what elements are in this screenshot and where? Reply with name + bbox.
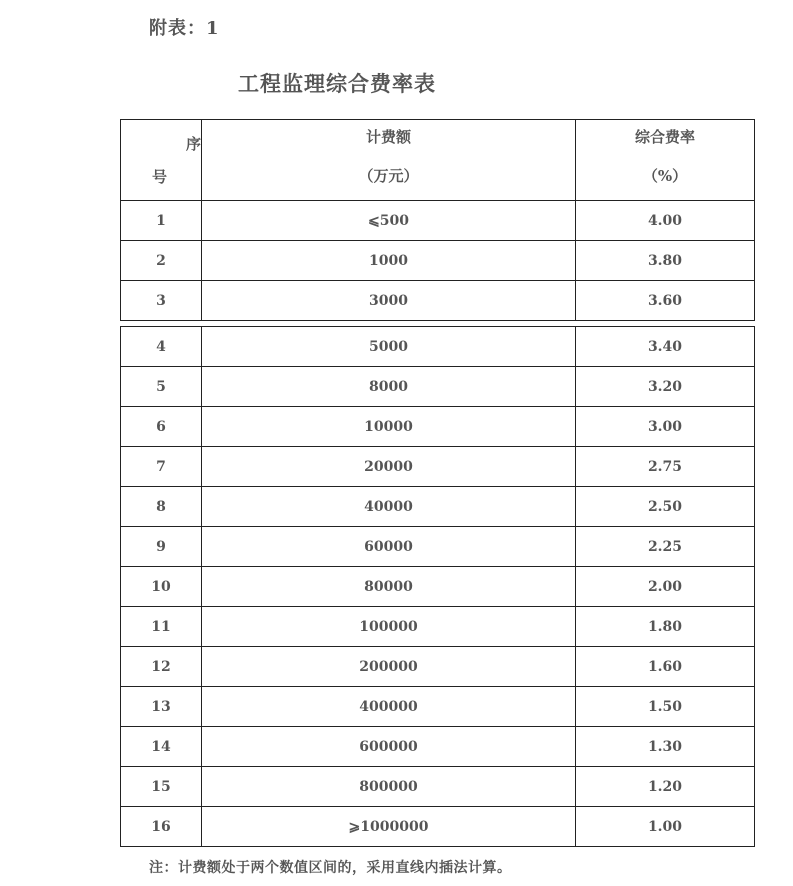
table-row	[121, 281, 755, 321]
header-seq-bottom: 号	[152, 168, 168, 186]
row-seq-cell: 1	[121, 201, 202, 241]
row-rate-cell: 1.00	[576, 807, 755, 847]
row-amount-cell: 3000	[202, 281, 576, 321]
row-amount-cell: 100000	[202, 607, 576, 647]
row-amount-cell: 200000	[202, 647, 576, 687]
header-rate-unit: （%）	[642, 167, 688, 185]
row-amount-cell: 40000	[202, 487, 576, 527]
header-seq-top: 序	[185, 135, 201, 153]
row-seq-cell: 15	[121, 767, 202, 807]
table-header-row	[121, 120, 755, 201]
row-rate-cell: 2.00	[576, 567, 755, 607]
table-row	[121, 807, 755, 847]
row-seq-cell: 2	[121, 241, 202, 281]
row-amount-cell: 20000	[202, 447, 576, 487]
header-amount-cell	[202, 120, 576, 201]
row-amount-cell: 400000	[202, 687, 576, 727]
row-amount-cell: ⩽500	[202, 201, 576, 241]
row-seq-cell: 11	[121, 607, 202, 647]
row-amount-cell: 800000	[202, 767, 576, 807]
table-row	[121, 241, 755, 281]
row-rate-cell: 2.25	[576, 527, 755, 567]
row-seq-cell: 16	[121, 807, 202, 847]
row-rate-cell: 1.60	[576, 647, 755, 687]
row-rate-cell: 3.20	[576, 367, 755, 407]
table-row	[121, 201, 755, 241]
row-rate-cell: 1.80	[576, 607, 755, 647]
rate-table-top	[120, 119, 755, 321]
row-seq-cell: 9	[121, 527, 202, 567]
row-rate-cell: 3.80	[576, 241, 755, 281]
row-seq-cell: 7	[121, 447, 202, 487]
table-row	[121, 327, 755, 367]
row-rate-cell: 3.40	[576, 327, 755, 367]
row-rate-cell: 3.60	[576, 281, 755, 321]
row-seq-cell: 14	[121, 727, 202, 767]
row-seq-cell: 8	[121, 487, 202, 527]
row-amount-cell: 5000	[202, 327, 576, 367]
row-seq-cell: 12	[121, 647, 202, 687]
row-seq-cell: 10	[121, 567, 202, 607]
row-amount-cell: 600000	[202, 727, 576, 767]
row-seq-cell: 13	[121, 687, 202, 727]
header-seq-cell	[121, 120, 202, 201]
row-rate-cell: 1.30	[576, 727, 755, 767]
table-row	[121, 767, 755, 807]
header-rate-cell	[576, 120, 755, 201]
row-rate-cell: 4.00	[576, 201, 755, 241]
row-rate-cell: 2.75	[576, 447, 755, 487]
header-amount-unit: （万元）	[358, 167, 419, 185]
row-amount-cell: 8000	[202, 367, 576, 407]
row-seq-cell: 4	[121, 327, 202, 367]
rate-table-bottom	[120, 326, 755, 847]
row-seq-cell: 3	[121, 281, 202, 321]
appendix-label: 附表：1	[149, 18, 220, 39]
table-row	[121, 487, 755, 527]
row-rate-cell: 1.20	[576, 767, 755, 807]
header-rate-label: 综合费率	[634, 128, 695, 146]
table-row	[121, 367, 755, 407]
footnote: 注：计费额处于两个数值区间的，采用直线内插法计算。	[149, 860, 512, 876]
header-amount-label: 计费额	[365, 128, 411, 146]
row-amount-cell: 1000	[202, 241, 576, 281]
row-amount-cell: 10000	[202, 407, 576, 447]
table-row	[121, 407, 755, 447]
row-seq-cell: 6	[121, 407, 202, 447]
row-rate-cell: 3.00	[576, 407, 755, 447]
table-row	[121, 447, 755, 487]
table-row	[121, 727, 755, 767]
table-row	[121, 607, 755, 647]
table-row	[121, 647, 755, 687]
row-rate-cell: 1.50	[576, 687, 755, 727]
table-row	[121, 527, 755, 567]
page-title: 工程监理综合费率表	[238, 71, 436, 96]
row-amount-cell: 80000	[202, 567, 576, 607]
row-rate-cell: 2.50	[576, 487, 755, 527]
table-row	[121, 567, 755, 607]
row-amount-cell: 60000	[202, 527, 576, 567]
table-row	[121, 687, 755, 727]
row-seq-cell: 5	[121, 367, 202, 407]
row-amount-cell: ⩾1000000	[202, 807, 576, 847]
